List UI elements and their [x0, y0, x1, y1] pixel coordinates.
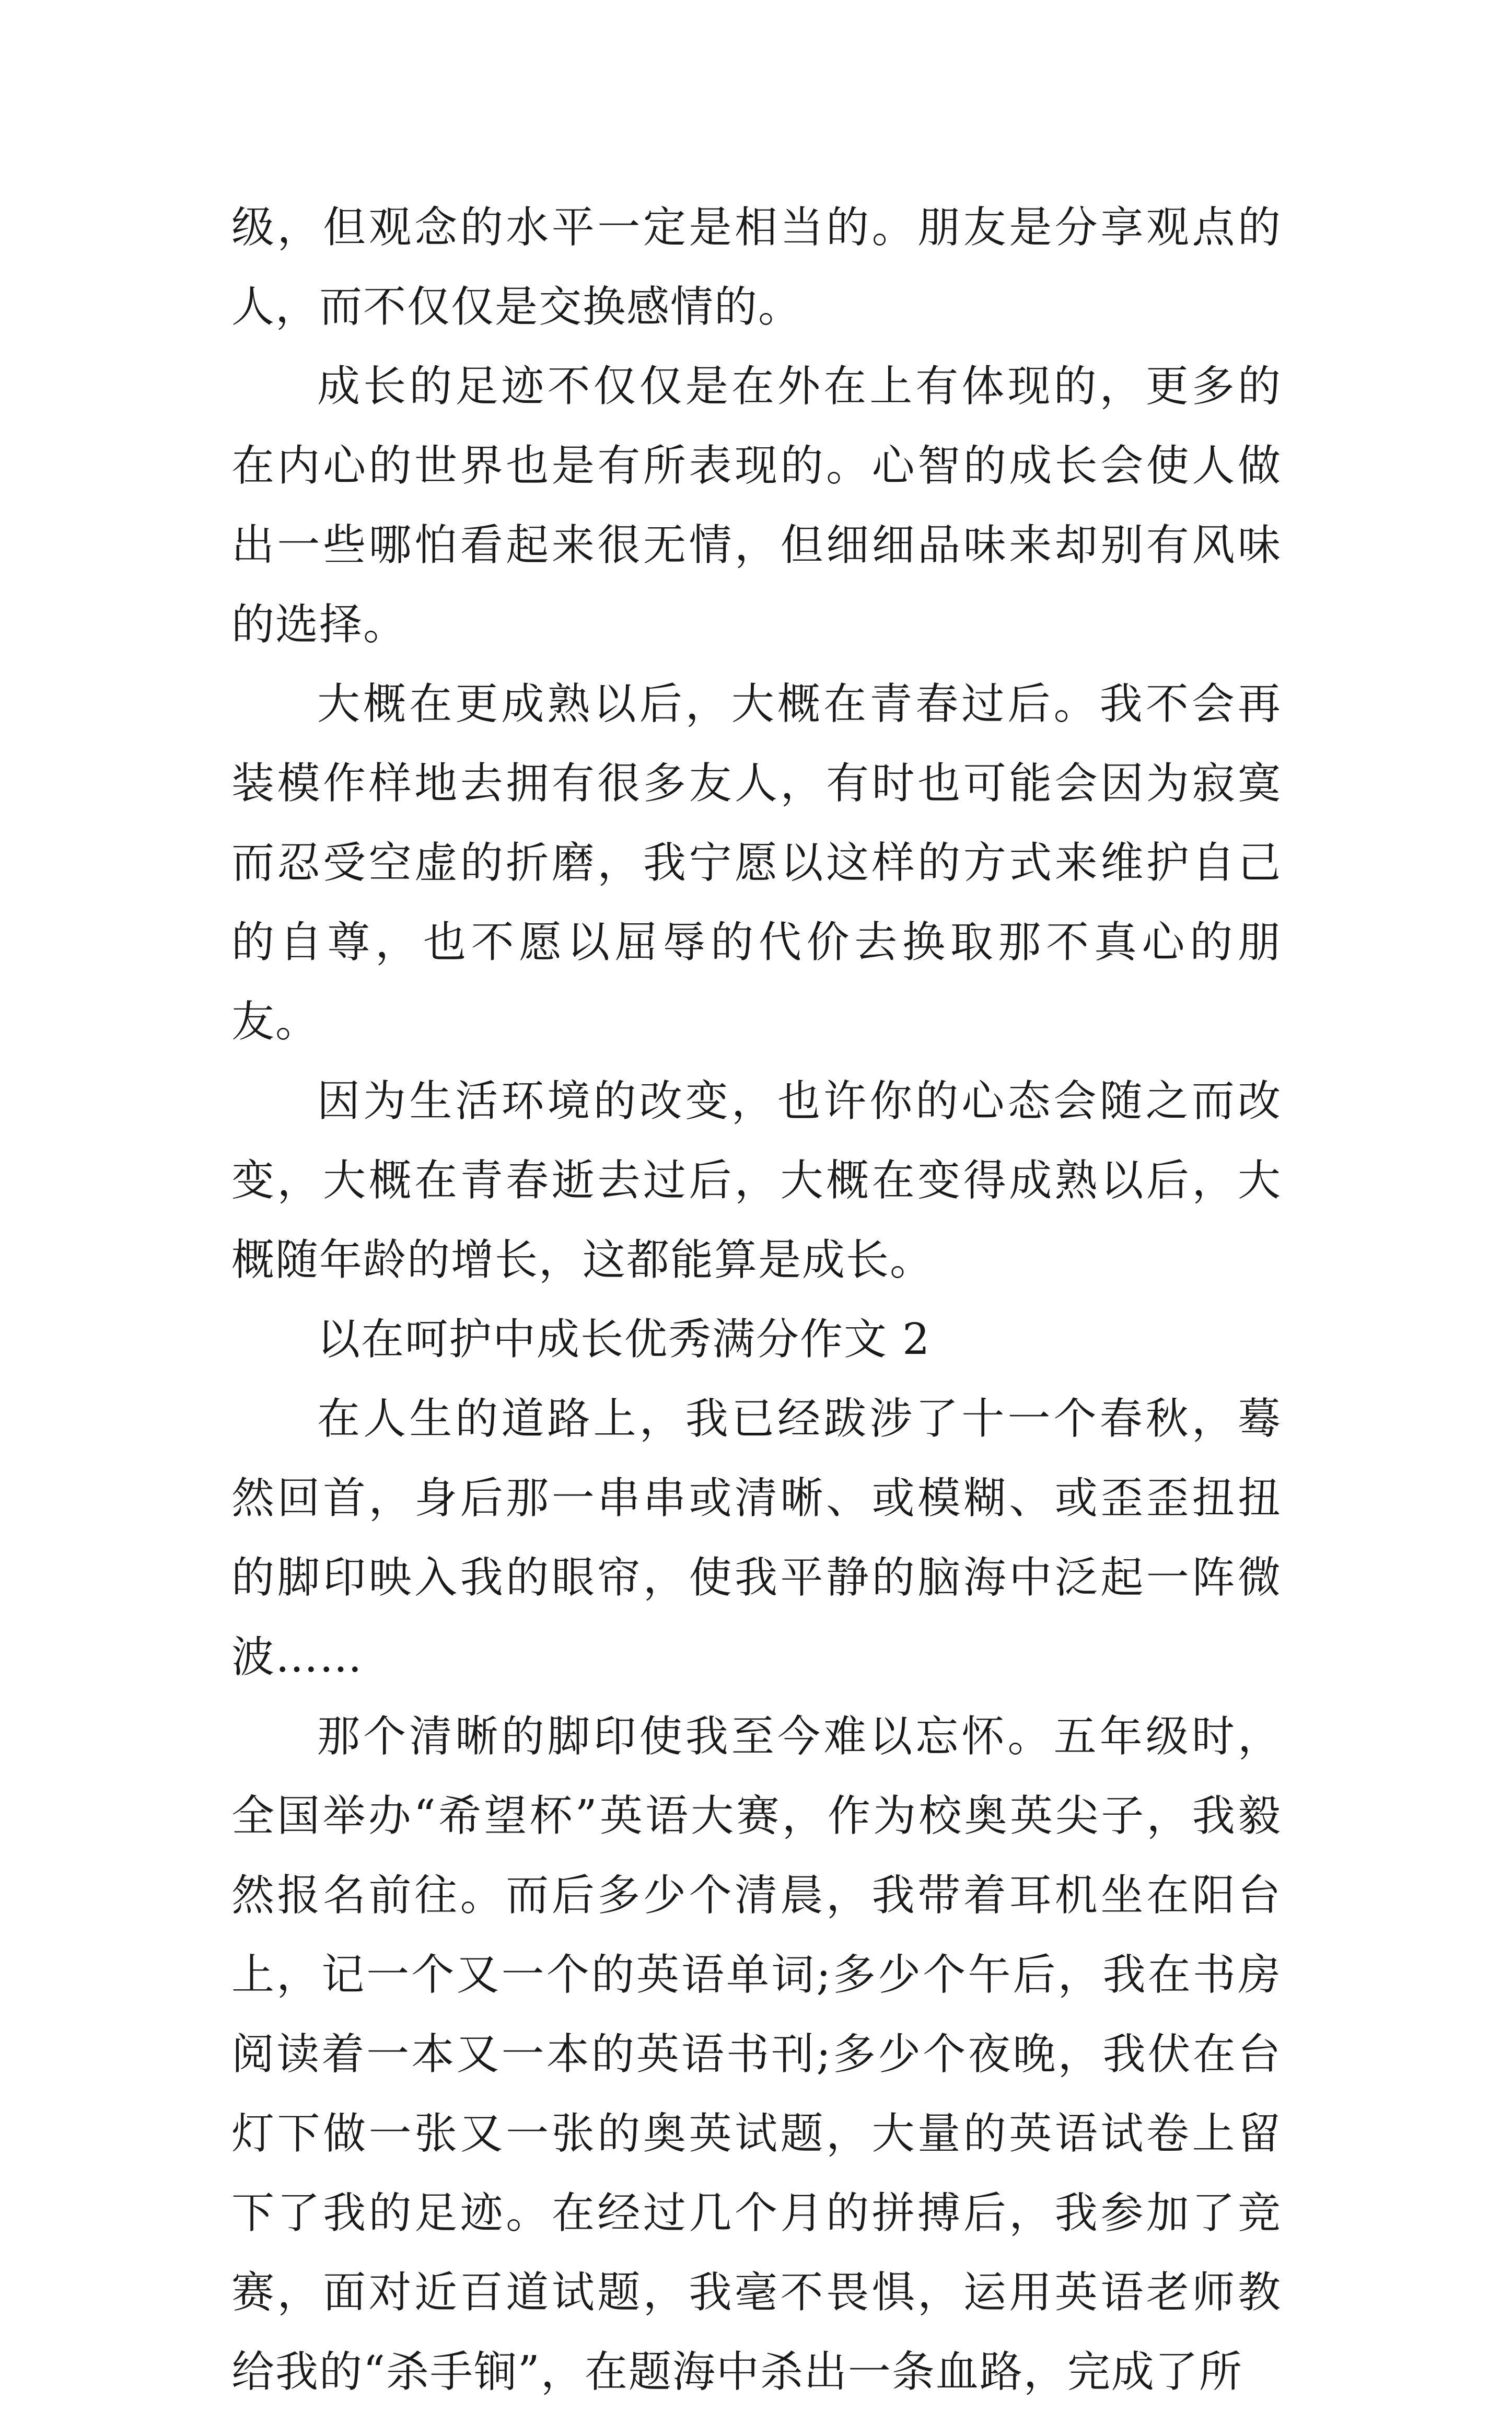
paragraph: 大概在更成熟以后，大概在青春过后。我不会再装模作样地去拥有很多友人，有时也可能会因为寂寞而忍受空虚的折磨，我宁愿以这样的方式来维护自己的自尊，也不愿以屈辱的代价去换取那不真心的朋友。 — [231, 679, 1282, 1047]
paragraph: 那个清晰的脚印使我至今难以忘怀。五年级时，全国举办“希望杯”英语大赛，作为校奥英尖子，我毅然报名前往。而后多少个清晨，我带着耳机坐在阳台上，记一个又一个的英语单词;多少个午后，我在书房阅读着一本又一本的英语书刊;多少个夜晚，我伏在台灯下做一张又一张的奥英试题，大量的英语试卷上留下了我的足迹。在经过几个月的拼搏后，我参加了竞赛，面对近百道试题，我毫不畏惧，运用英语老师教给我的“杀手锏”，在题海中杀出一条血路，完成了所 — [231, 1712, 1282, 2397]
essay-heading: 以在呵护中成长优秀满分作文 2 — [317, 1315, 931, 1364]
paragraph: 在人生的道路上，我已经跋涉了十一个春秋，蓦然回首，身后那一串串或清晰、或模糊、或歪歪扭扭的脚印映入我的眼帘，使我平静的脑海中泛起一阵微波…… — [231, 1394, 1282, 1682]
paragraph: 因为生活环境的改变，也许你的心态会随之而改变，大概在青春逝去过后，大概在变得成熟以后，大概随年龄的增长，这都能算是成长。 — [231, 1076, 1282, 1285]
document-body — [231, 188, 1282, 2412]
paragraph: 成长的足迹不仅仅是在外在上有体现的，更多的在内心的世界也是有所表现的。心智的成长会使人做出一些哪怕看起来很无情，但细细品味来却别有风味的选择。 — [231, 362, 1282, 650]
paragraph-continuation: 级，但观念的水平一定是相当的。朋友是分享观点的人，而不仅仅是交换感情的。 — [231, 203, 1282, 332]
